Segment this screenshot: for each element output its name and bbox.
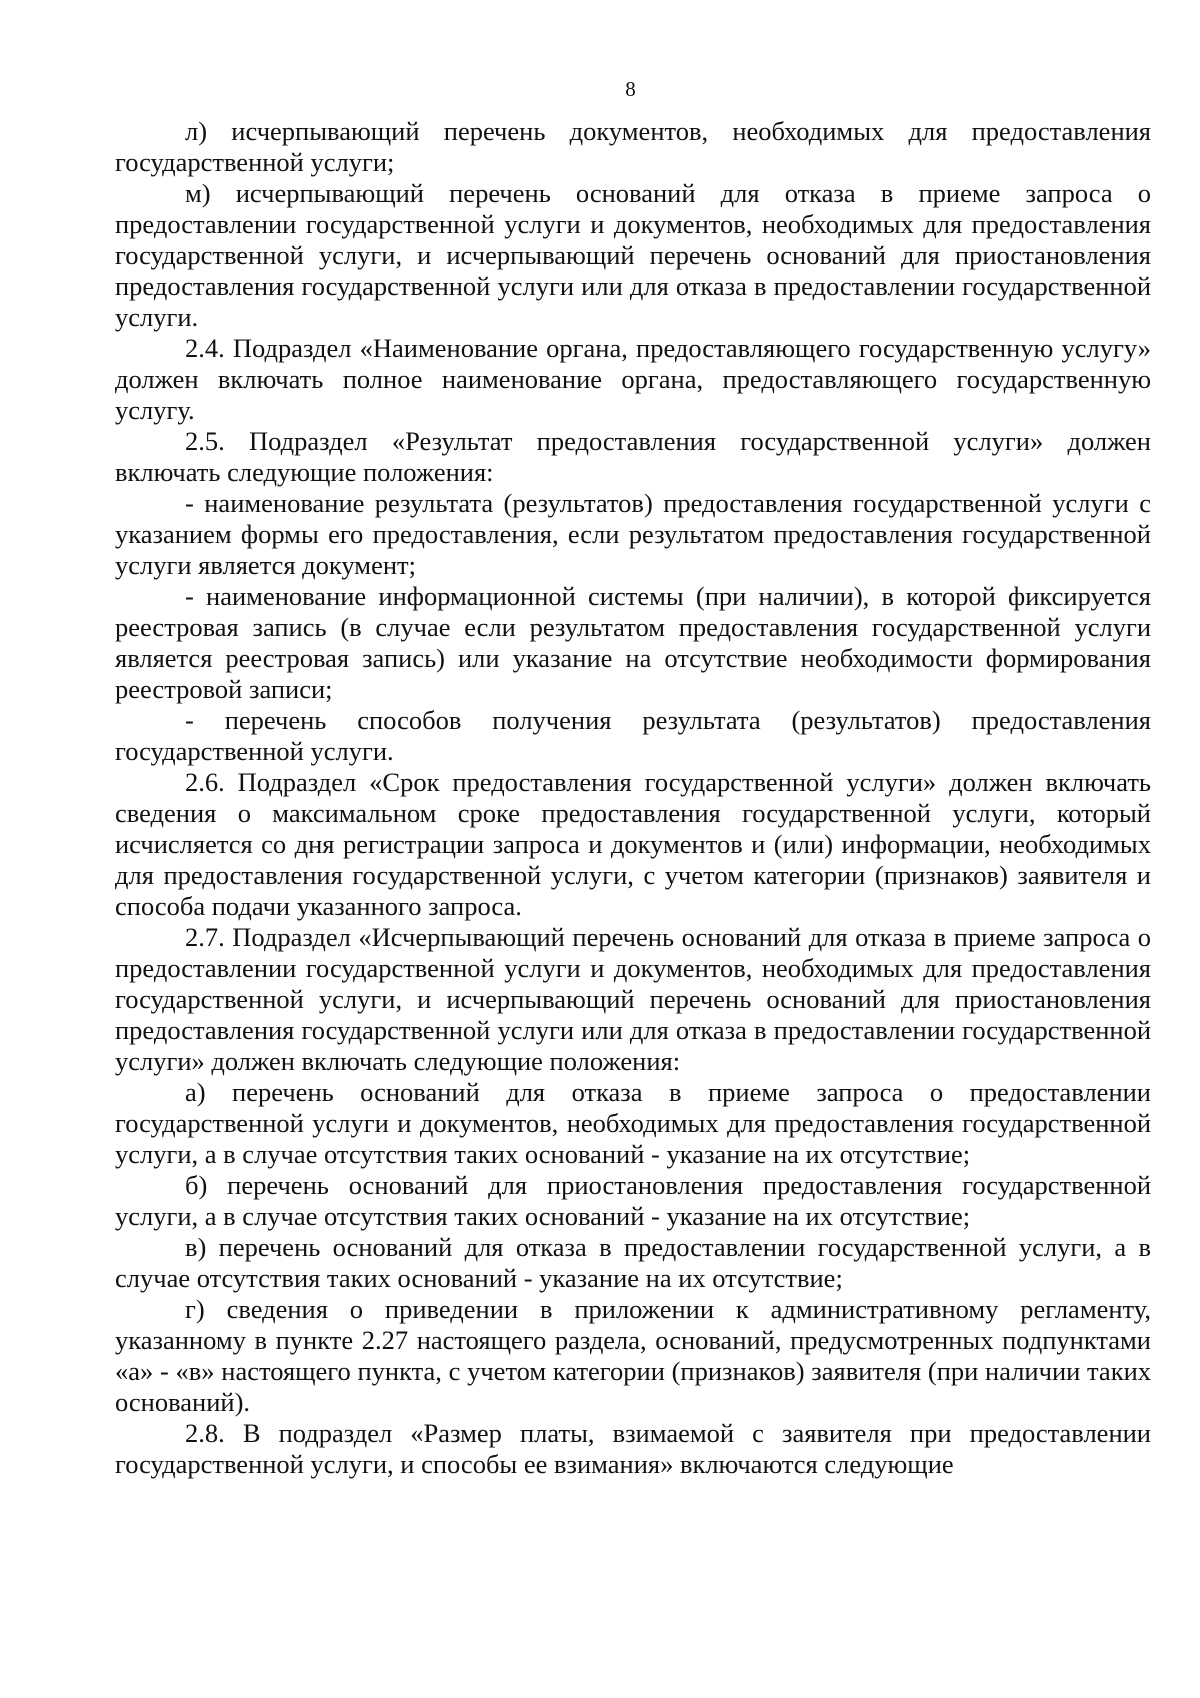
paragraph-l-documents-list: л) исчерпывающий перечень документов, необходимых для предоставления государственной услуги; [115, 116, 1151, 177]
paragraph-2-7: 2.7. Подраздел «Исчерпывающий перечень оснований для отказа в приеме запроса о предоставлении государственной услуги и документов, необходимых для предоставления государственной услуги, и исчерпывающий перечень оснований для приостановления предоставления государственной услуги или для отказа в предоставлении государственной услуги» должен включать следующие положения: [115, 922, 1151, 1076]
paragraph-2-6: 2.6. Подраздел «Срок предоставления государственной услуги» должен включать сведения о максимальном сроке предоставления государственной услуги, который исчисляется со дня регистрации запроса и документов и (или) информации, необходимых для предоставления государственной услуги, с учетом категории (признаков) заявителя и способа подачи указанного запроса. [115, 767, 1151, 921]
document-body [115, 116, 1151, 1480]
paragraph-2-7-v: в) перечень оснований для отказа в предоставлении государственной услуги, а в случае отсутствия таких оснований - указание на их отсутствие; [115, 1232, 1151, 1293]
page-number: 8 [625, 77, 636, 101]
list-item-result-name: - наименование результата (результатов) предоставления государственной услуги с указанием формы его предоставления, если результатом предоставления государственной услуги является документ; [115, 488, 1151, 580]
paragraph-2-7-a: а) перечень оснований для отказа в приеме запроса о предоставлении государственной услуги и документов, необходимых для предоставления государственной услуги, а в случае отсутствия таких оснований - указание на их отсутствие; [115, 1077, 1151, 1169]
paragraph-2-7-g: г) сведения о приведении в приложении к административному регламенту, указанному в пункте 2.27 настоящего раздела, оснований, предусмотренных подпунктами «а» - «в» настоящего пункта, с учетом категории (признаков) заявителя (при наличии таких оснований). [115, 1294, 1151, 1417]
paragraph-2-7-b: б) перечень оснований для приостановления предоставления государственной услуги, а в случае отсутствия таких оснований - указание на их отсутствие; [115, 1170, 1151, 1231]
paragraph-m-refusal-grounds: м) исчерпывающий перечень оснований для отказа в приеме запроса о предоставлении государственной услуги и документов, необходимых для предоставления государственной услуги, и исчерпывающий перечень оснований для приостановления предоставления государственной услуги или для отказа в предоставлении государственной услуги. [115, 178, 1151, 332]
list-item-information-system: - наименование информационной системы (при наличии), в которой фиксируется реестровая запись (в случае если результатом предоставления государственной услуги является реестровая запись) или указание на отсутствие необходимости формирования реестровой записи; [115, 581, 1151, 704]
paragraph-2-4: 2.4. Подраздел «Наименование органа, предоставляющего государственную услугу» должен включать полное наименование органа, предоставляющего государственную услугу. [115, 333, 1151, 425]
list-item-receipt-methods: - перечень способов получения результата (результатов) предоставления государственной услуги. [115, 705, 1151, 766]
paragraph-2-5: 2.5. Подраздел «Результат предоставления государственной услуги» должен включать следующие положения: [115, 426, 1151, 487]
paragraph-2-8: 2.8. В подраздел «Размер платы, взимаемой с заявителя при предоставлении государственной услуги, и способы ее взимания» включаются следующие [115, 1418, 1151, 1479]
